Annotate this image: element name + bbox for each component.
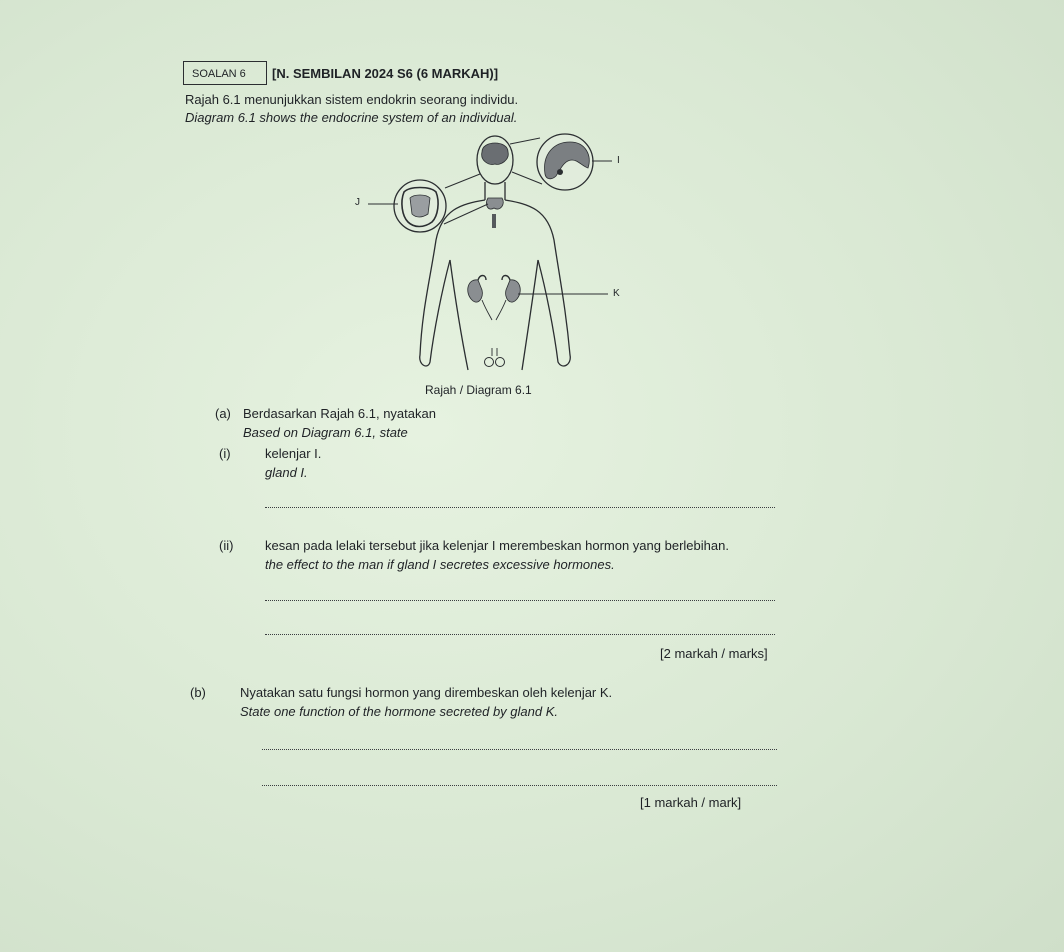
- part-a-i-english: gland I.: [265, 465, 308, 480]
- part-a-i-marker: (i): [219, 446, 231, 461]
- testes-shape: [485, 348, 505, 367]
- part-a-ii-english: the effect to the man if gland I secretes excessive hormones.: [265, 557, 615, 572]
- part-b-marks: [1 markah / mark]: [640, 795, 742, 810]
- part-a-ii-marker: (ii): [219, 538, 234, 553]
- question-title: [N. SEMBILAN 2024 S6 (6 MARKAH)]: [272, 66, 499, 81]
- question-number-box: [183, 61, 267, 85]
- part-a-marks: [2 markah / marks]: [660, 646, 768, 661]
- part-b-malay: Nyatakan satu fungsi hormon yang dirembeskan oleh kelenjar K.: [240, 685, 613, 700]
- zoom-circle-j: [394, 174, 488, 232]
- intro-malay: Rajah 6.1 menunjukkan sistem endokrin seorang individu.: [185, 92, 519, 107]
- part-a-i-malay: kelenjar I.: [265, 446, 322, 461]
- diagram-caption: Rajah / Diagram 6.1: [425, 383, 532, 397]
- brain-shape: [482, 143, 509, 164]
- zoom-circle-i: [510, 134, 593, 190]
- answer-line-b-2[interactable]: [262, 785, 777, 786]
- kidneys-shape: [468, 276, 521, 321]
- question-number: SOALAN 6: [192, 68, 246, 80]
- answer-line-a-i[interactable]: [265, 507, 775, 508]
- endocrine-system-diagram: [350, 130, 630, 380]
- trachea-shape: [492, 214, 496, 228]
- label-i: I: [617, 155, 620, 166]
- part-a-ii-malay: kesan pada lelaki tersebut jika kelenjar I merembeskan hormon yang berlebihan.: [265, 538, 729, 553]
- part-a-marker: (a): [215, 406, 231, 421]
- part-b-marker: (b): [190, 685, 206, 700]
- intro-english: Diagram 6.1 shows the endocrine system of an individual.: [185, 110, 518, 125]
- answer-line-b-1[interactable]: [262, 749, 777, 750]
- thyroid-shape: [486, 198, 503, 209]
- label-k: K: [613, 288, 620, 299]
- part-b-english: State one function of the hormone secreted by gland K.: [240, 704, 558, 719]
- label-j: J: [355, 197, 360, 208]
- part-a-english: Based on Diagram 6.1, state: [243, 425, 408, 440]
- answer-line-a-ii-2[interactable]: [265, 634, 775, 635]
- part-a-malay: Berdasarkan Rajah 6.1, nyatakan: [243, 406, 436, 421]
- answer-line-a-ii-1[interactable]: [265, 600, 775, 601]
